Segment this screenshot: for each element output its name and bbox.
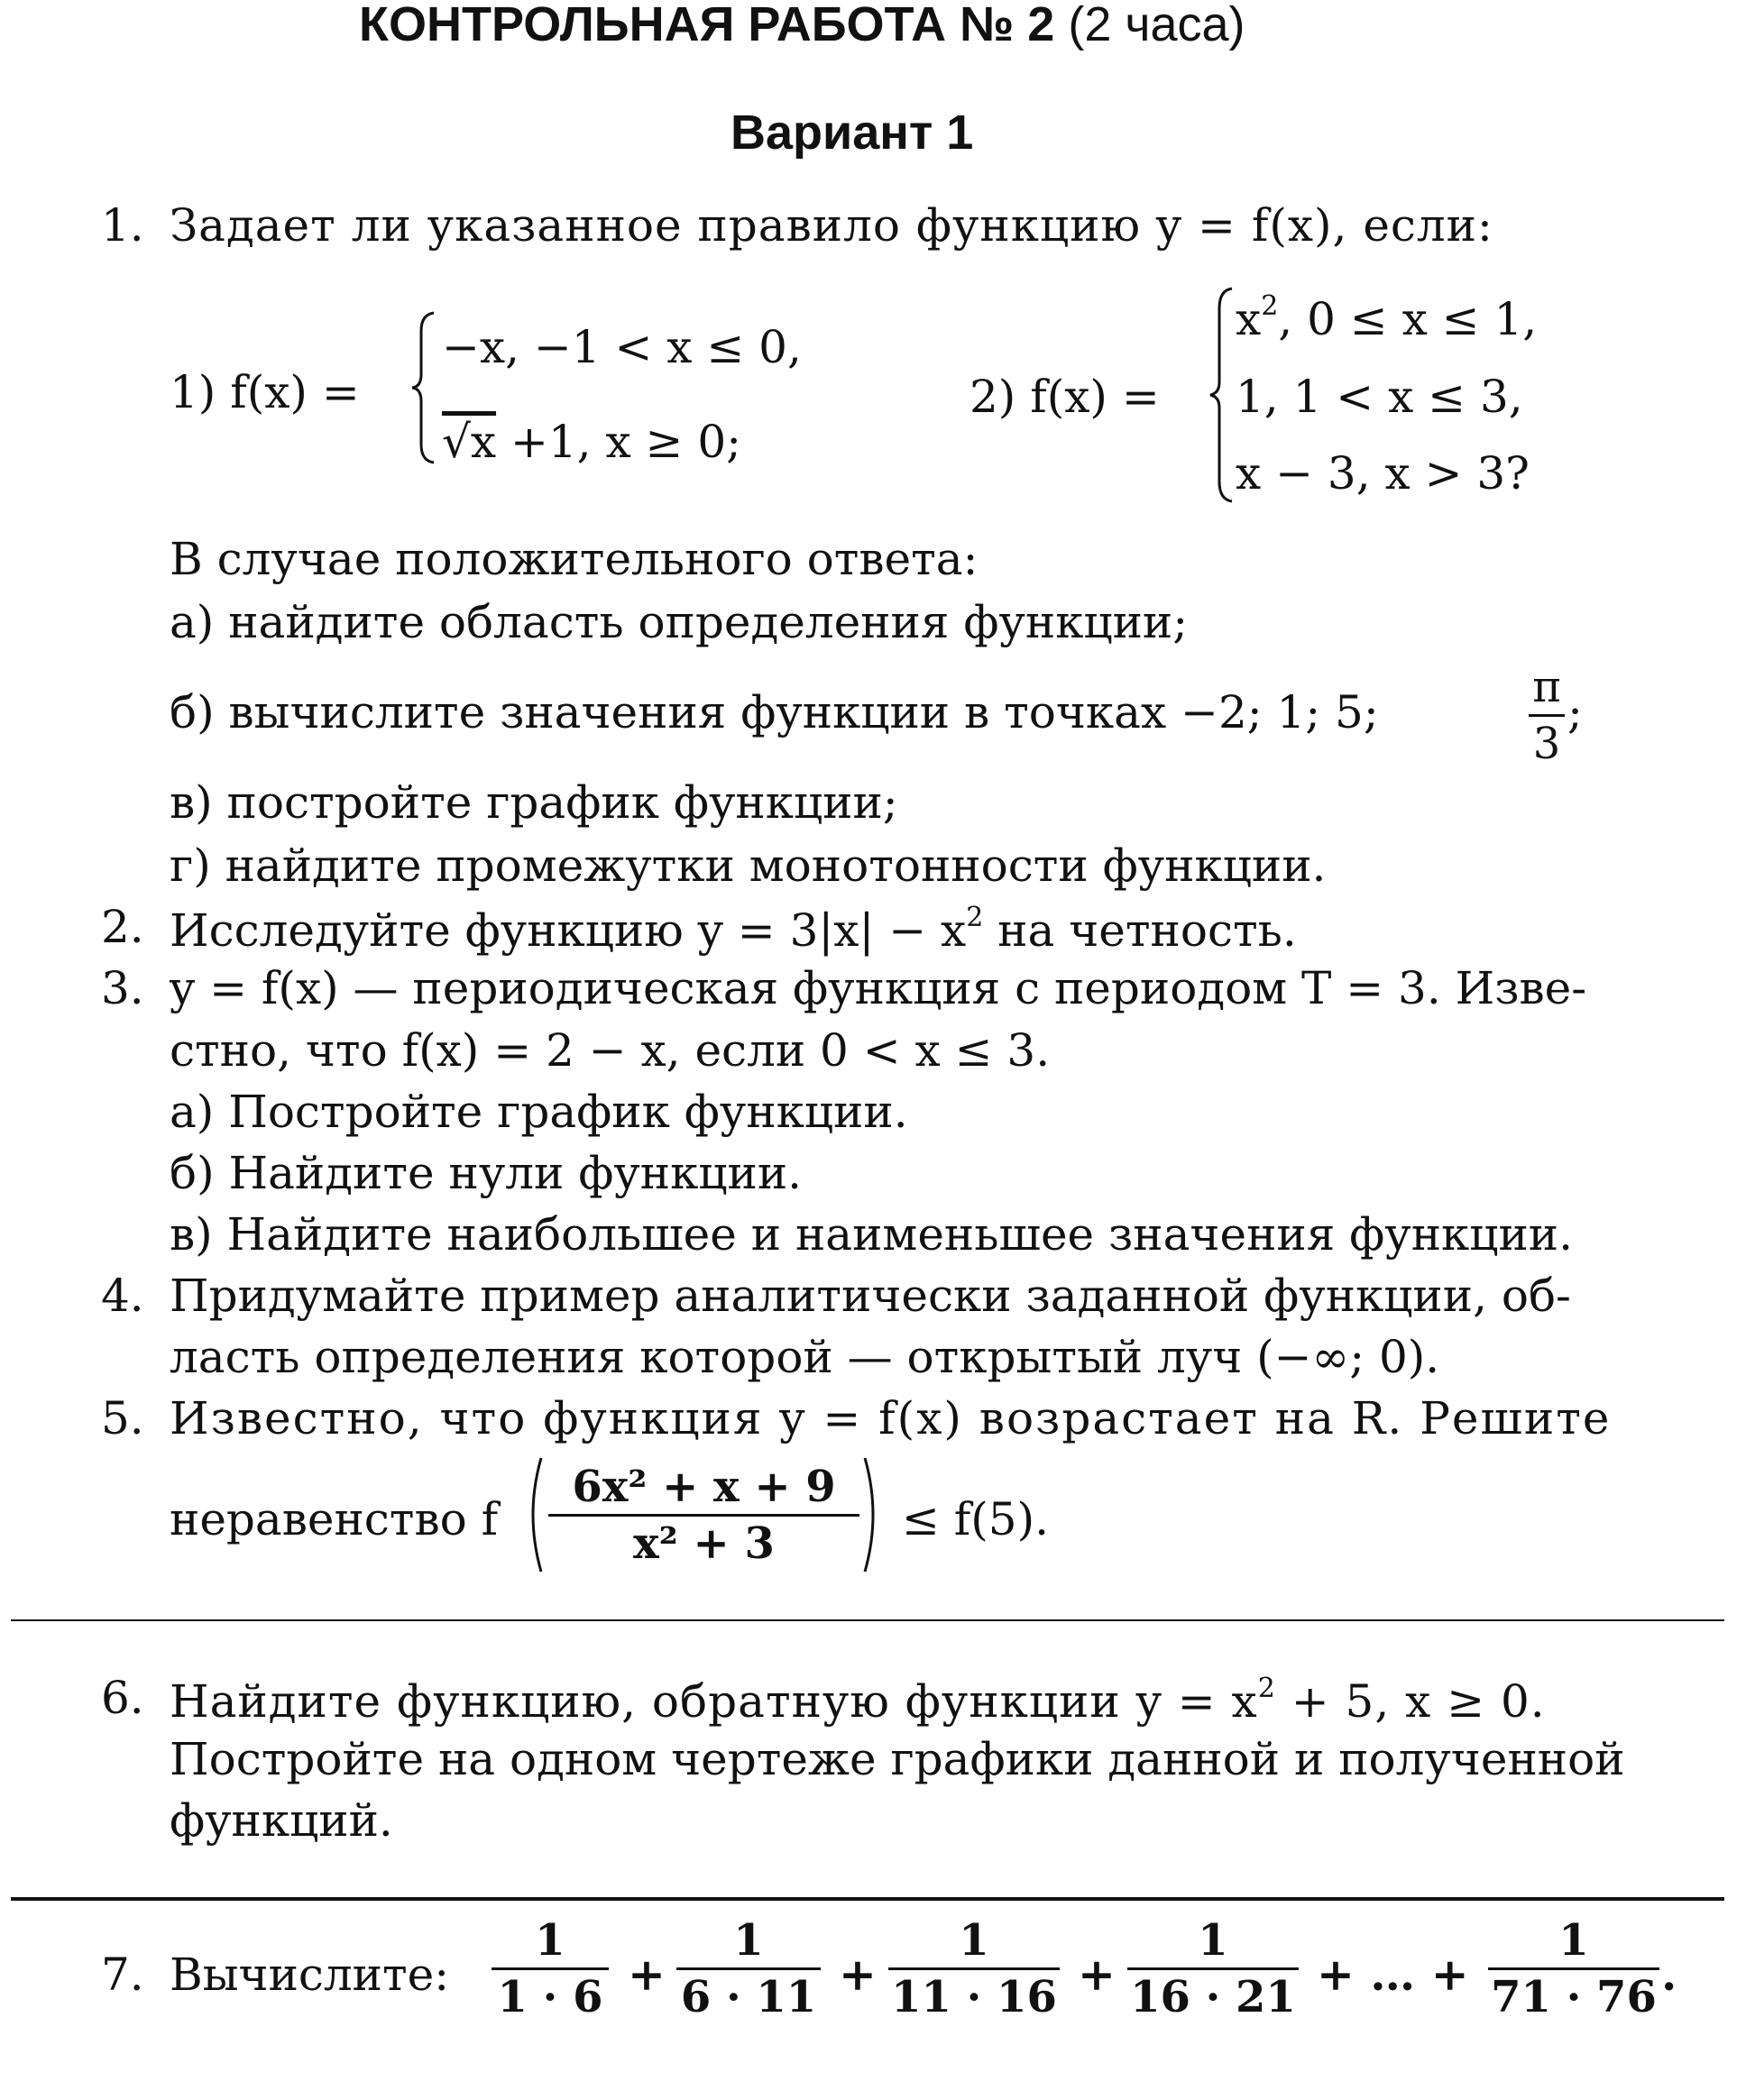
task2-post: на четность. [983,904,1297,957]
task4-line1: Придумайте пример аналитически заданной функции, об- [170,1270,1571,1322]
task5-denominator: x² + 3 [633,1518,775,1569]
sqrt-x: √x [442,416,497,468]
pi-denominator: 3 [1532,719,1561,769]
task3-line2: стно, что f(x) = 2 − x, если 0 < x ≤ 3. [170,1024,1051,1077]
variant-title: Вариант 1 [731,105,974,160]
task1-f1-case1: −x, −1 < x ≤ 0, [442,321,802,373]
task1-b: б) вычислите значения функции в точках −2; 1; 5; [170,686,1379,738]
numerator: 1 [733,1915,764,1966]
pi-numerator: π [1532,662,1561,712]
task4-number: 4. [101,1270,144,1322]
divider-2 [11,1897,1724,1901]
task1-f2-case2: 1, 1 < x ≤ 3, [1236,371,1523,423]
task7-fraction-5 [1488,1915,1659,2022]
plus-sign: + [1078,1948,1116,2001]
fraction-bar [548,1514,859,1517]
task1-question: Задает ли указанное правило функцию y = f(x), если: [170,199,1493,252]
task3-number: 3. [101,962,144,1014]
task3-line1: y = f(x) — периодическая функция с периодом T = 3. Изве- [170,962,1587,1014]
task2-text [170,902,1297,957]
task7-number: 7. [101,1949,144,2001]
task7-fraction-2 [676,1915,821,2022]
duration-text: (2 часа) [1068,0,1245,51]
x-base: x [1236,293,1262,345]
case2-rest: +1, x ≥ 0; [510,416,741,468]
task5-fraction [548,1462,859,1569]
task1-d: г) найдите промежутки монотонности функции. [170,839,1327,892]
task1-c: в) постройте график функции; [170,776,898,829]
right-paren [861,1456,885,1573]
numerator: 1 [1558,1915,1589,1966]
task4-line2: ласть определения которой — открытый луч (−∞; 0). [170,1331,1440,1383]
task1-f1-case2 [442,416,741,468]
task3-b: б) Найдите нули функции. [170,1147,803,1199]
task6-post: + 5, x ≥ 0. [1275,1675,1546,1728]
fraction-bar [1127,1967,1299,1970]
task5-line1: Известно, что функция y = f(x) возрастает на R. Решите [170,1392,1612,1444]
task2-exp: 2 [966,902,984,933]
task7-end: . [1661,1948,1677,2001]
fraction-bar [1529,714,1565,717]
task1-a: а) найдите область определения функции; [170,596,1189,648]
denominator: 16 · 21 [1130,1972,1296,2022]
task6-pre: Найдите функцию, обратную функции y = x [170,1675,1258,1728]
task1-f2-case3: x − 3, x > 3? [1236,447,1530,500]
divider-1 [11,1619,1724,1621]
fraction-bar [492,1967,609,1970]
task6-line3: функций. [170,1794,393,1847]
task6-line2: Постройте на одном чертеже графики данной и полученной [170,1733,1625,1785]
case1-rest: , 0 ≤ x ≤ 1, [1278,293,1538,345]
task7-fraction-4 [1127,1915,1299,2022]
plus-sign: + [839,1948,877,2001]
fraction-bar [888,1967,1060,1970]
task6-line1 [170,1673,1546,1728]
task1-positive: В случае положительного ответа: [170,533,979,585]
denominator: 71 · 76 [1491,1972,1657,2022]
task1-f2-label: 2) f(x) = [969,371,1160,423]
task7-fraction-3 [888,1915,1060,2022]
pi-over-3-fraction [1529,662,1565,769]
task2-pre: Исследуйте функцию y = 3|x| − x [170,904,967,957]
task5-number: 5. [101,1392,144,1444]
numerator: 1 [959,1915,989,1966]
task2-number: 2. [101,901,144,953]
task6-exp: 2 [1257,1673,1276,1704]
task1-f1-label: 1) f(x) = [170,366,360,418]
numerator: 1 [1198,1915,1228,1966]
task1-b-end: ; [1567,686,1583,738]
left-paren [521,1456,545,1573]
denominator: 11 · 16 [891,1972,1057,2022]
denominator: 1 · 6 [497,1972,603,2022]
fraction-bar [1488,1967,1659,1970]
denominator: 6 · 11 [680,1972,817,2022]
exp-2: 2 [1261,290,1279,322]
task5-numerator: 6x² + x + 9 [572,1462,836,1512]
page-title [359,0,1245,49]
task7-label: Вычислите: [170,1949,450,2001]
task1-f2-case1 [1236,290,1538,345]
title-text: КОНТРОЛЬНАЯ РАБОТА № 2 [359,0,1055,51]
plus-sign: + [628,1948,666,2001]
task7-fraction-1 [492,1915,609,2022]
left-brace-2 [1208,287,1236,503]
task3-c: в) Найдите наибольшее и наименьшее значения функции. [170,1208,1573,1261]
task6-number: 6. [101,1672,144,1724]
task3-a: а) Постройте график функции. [170,1086,908,1138]
task1-number: 1. [101,199,144,252]
task5-ineq-pre: неравенство f [170,1493,499,1545]
ellipsis-sum: + … + [1317,1948,1469,2001]
left-brace-1 [410,311,437,464]
fraction-bar [676,1967,821,1970]
task5-ineq-post: ≤ f(5). [902,1493,1050,1545]
numerator: 1 [535,1915,565,1966]
